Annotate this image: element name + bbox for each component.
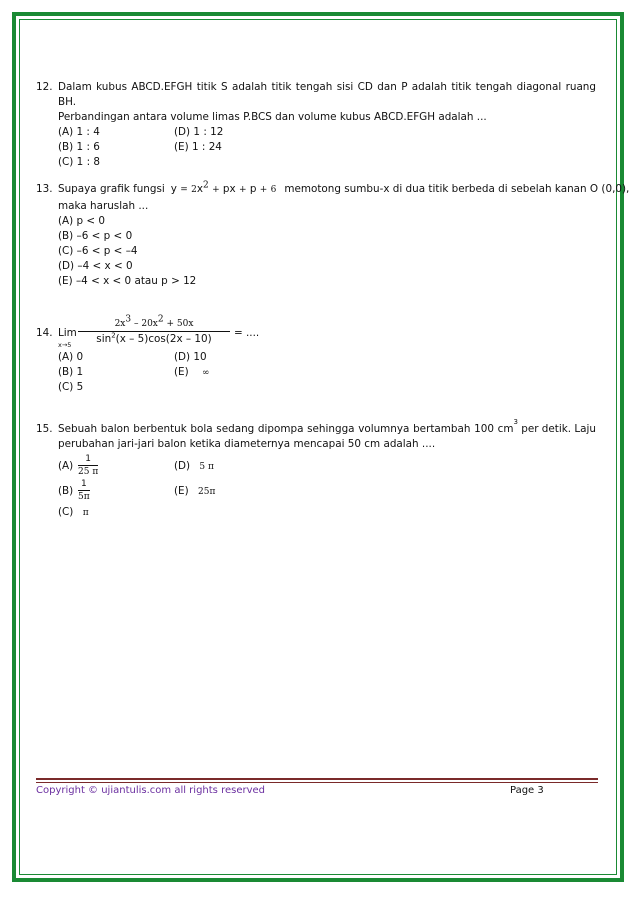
option-label: (D) [174,460,191,472]
lim-subscript: x→5 [58,341,72,349]
option-a-label: (A) [58,460,74,472]
numerator-term: – 20x [131,319,158,329]
option-value: 5 π [199,462,214,472]
question-text-line-2: perubahan jari-jari balon ketika diameternya mencapai 50 cm adalah .... [58,438,436,450]
option-label: (E) [174,485,189,497]
lim-label: Lim [58,327,77,339]
option-d: (D) 10 [174,351,207,363]
question-number: 13. [36,183,53,195]
option-a-value [78,453,98,479]
question-text-pre: Supaya grafik fungsi [58,183,165,195]
option-b-value [78,478,90,504]
question-text-post: memotong sumbu-x di dua titik berbeda di sebelah kanan O (0,0), [284,183,630,195]
question-12 [36,80,596,170]
fraction-denominator [78,332,230,346]
option-e [174,484,215,500]
question-number: 12. [36,81,53,93]
question-text-line-1: Dalam kubus ABCD.EFGH titik S adalah titik tengah sisi CD dan P adalah titik tengah diagonal ruang BH. [58,81,596,108]
option-e: (E) –4 < x < 0 atau p > 12 [58,275,197,287]
question-text-post: per detik. Laju [517,423,596,435]
eq-y: y [170,183,177,195]
question-number: 15. [36,423,53,435]
eq-x: x [196,183,204,195]
fraction-denominator: 5π [78,492,90,502]
option-c: (C) 1 : 8 [58,156,100,168]
copyright-text: Copyright © ujiantulis.com all rights reserved [36,785,266,796]
eq-plus: + [212,185,220,195]
exponent: 2 [111,331,116,340]
fraction-numerator: 1 [78,478,90,491]
option-d [174,459,214,475]
option-a: (A) 0 [58,351,84,363]
option-b: (B) –6 < p < 0 [58,230,133,242]
denominator-term: sin [96,333,112,345]
equals-dots: = .... [234,327,260,339]
question-text-pre: Sebuah balon berbentuk bola sedang dipompa sehingga volumnya bertambah 100 cm [58,423,514,435]
eq-plus: + [259,185,268,195]
eq-equals: = [180,185,188,195]
option-d: (D) 1 : 12 [174,126,224,138]
option-e [174,365,210,381]
function-equation [171,182,277,198]
footer-rule-thick [36,778,598,780]
fraction-denominator: 25 π [78,467,99,477]
option-c: (C) –6 < p < –4 [58,245,138,257]
option-c [58,505,89,521]
exponent: 2 [157,314,164,325]
option-e: (E) 1 : 24 [174,141,222,153]
eq-exponent: 2 [203,180,209,191]
option-c: (C) 5 [58,381,84,393]
option-a: (A) 1 : 4 [58,126,100,138]
footer-rule-thin [36,782,598,783]
exponent: 3 [125,314,132,325]
question-text-line-2: Perbandingan antara volume limas P.BCS dan volume kubus ABCD.EFGH adalah ... [58,111,487,123]
eq-constant: 6 [270,185,277,195]
eq-p: p [249,183,257,195]
question-text-line-1 [58,418,596,437]
exponent: 3 [513,418,518,426]
eq-plus: + [238,185,247,195]
numerator-term: 2x [114,319,126,329]
question-14 [36,316,596,395]
question-13 [36,180,630,289]
limit-expression [58,316,596,350]
option-value: π [82,508,89,518]
option-b-label: (B) [58,485,74,497]
question-text-line-2: maka haruslah ... [58,200,149,212]
option-value: 25π [198,487,216,497]
numerator-term: + 50x [163,319,194,329]
fraction-numerator [78,316,230,332]
question-number: 14. [36,327,53,339]
option-d: (D) –4 < x < 0 [58,260,133,272]
question-text-line-1 [58,180,630,198]
option-b: (B) 1 : 6 [58,141,100,153]
option-label: (E) [174,366,189,378]
page-number: Page 3 [510,785,544,796]
eq-coef: 2 [191,185,197,195]
denominator-term: (x – 5)cos(2x – 10) [115,333,212,345]
question-15 [36,418,596,523]
fraction-numerator: 1 [78,453,98,466]
option-value: ∞ [202,368,210,378]
option-a: (A) p < 0 [58,215,106,227]
option-label: (C) [58,506,74,518]
eq-px: px [222,183,236,195]
option-b: (B) 1 [58,366,84,378]
